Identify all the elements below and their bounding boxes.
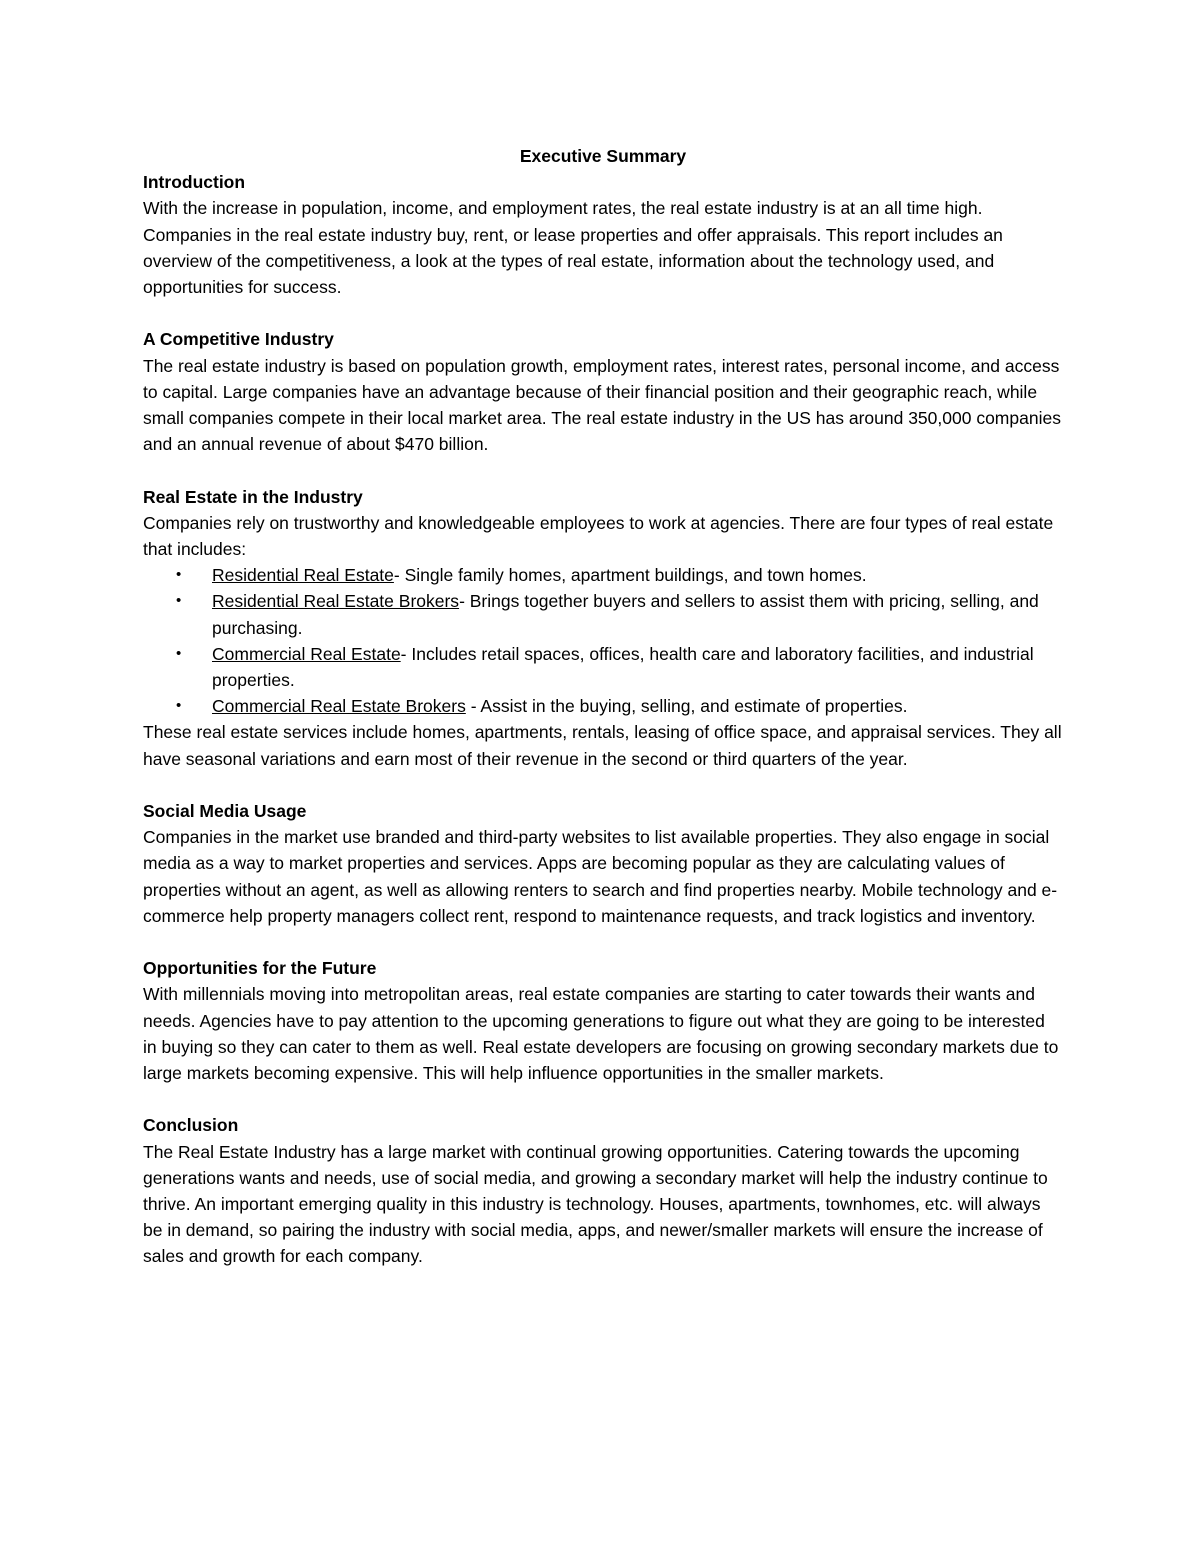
section-introduction: [143, 169, 1063, 300]
list-item-description: - Assist in the buying, selling, and estimate of properties.: [465, 696, 908, 717]
section-social-media-usage: [143, 798, 1063, 929]
section-body: With the increase in population, income, and employment rates, the real estate industry is at an all time high. Companies in the real estate industry buy, rent, or lease properties and offer appraisals. This report includes an overview of the competitiveness, a look at the types of real estate, information about the technology used, and opportunities for success.: [143, 198, 1003, 298]
list-item: [143, 693, 1063, 719]
list-item: [143, 562, 1063, 588]
section-body: The real estate industry is based on population growth, employment rates, interest rates, personal income, and access to capital. Large companies have an advantage because of their financial position and their geographic reach, while small companies compete in their local market area. The real estate industry in the US has around 350,000 companies and an annual revenue of about $470 billion.: [143, 355, 1061, 455]
section-heading: Social Media Usage: [143, 801, 307, 822]
list-item-term: Residential Real Estate Brokers: [212, 591, 460, 612]
section-heading: Introduction: [143, 172, 246, 193]
list-item-term: Commercial Real Estate: [212, 643, 401, 664]
section-competitive-industry: [143, 326, 1063, 457]
section-intro: Companies rely on trustworthy and knowledgeable employees to work at agencies. There are four types of real estate that includes:: [143, 512, 1054, 560]
section-body: With millennials moving into metropolitan areas, real estate companies are starting to cater towards their wants and needs. Agencies have to pay attention to the upcoming generations to figure out what they are going to be interested in buying so they can cater to them as well. Real estate developers are focusing on growing secondary markets due to large markets becoming expensive. This will help influence opportunities in the smaller markets.: [143, 984, 1059, 1084]
section-heading: Real Estate in the Industry: [143, 486, 363, 507]
section-heading: A Competitive Industry: [143, 329, 334, 350]
list-item: [143, 641, 1063, 693]
list-item-description: - Single family homes, apartment buildings, and town homes.: [393, 565, 867, 586]
list-item: [143, 588, 1063, 640]
bullet-icon: •: [176, 644, 182, 662]
list-item-term: Residential Real Estate: [212, 565, 394, 586]
section-real-estate-in-industry: [143, 484, 1063, 772]
bullet-icon: •: [176, 697, 182, 715]
section-opportunities: [143, 955, 1063, 1086]
real-estate-types-list: [143, 562, 1063, 719]
document-page: [143, 143, 1063, 1296]
section-outro: These real estate services include homes, apartments, rentals, leasing of office space, and appraisal services. They all have seasonal variations and earn most of their revenue in the second or third quarters of the year.: [143, 722, 1062, 769]
document-title: Executive Summary: [519, 146, 687, 166]
section-body: The Real Estate Industry has a large market with continual growing opportunities. Catering towards the upcoming generations wants and needs, use of social media, and growing a secondary market will help the industry continue to thrive. An important emerging quality in this industry is technology. Houses, apartments, townhomes, etc. will always be in demand, so pairing the industry with social media, apps, and newer/smaller markets will ensure the increase of sales and growth for each company.: [143, 1141, 1048, 1267]
list-item-term: Commercial Real Estate Brokers: [212, 696, 466, 717]
bullet-icon: •: [176, 566, 182, 584]
section-heading: Opportunities for the Future: [143, 958, 377, 979]
section-conclusion: [143, 1112, 1063, 1269]
list-item-description: - Includes retail spaces, offices, health care and laboratory facilities, and industrial properties.: [212, 643, 1034, 691]
section-body: Companies in the market use branded and third-party websites to list available properties. They also engage in social media as a way to market properties and services. Apps are becoming popular as they are calculating values of properties without an agent, as well as allowing renters to search and find properties nearby. Mobile technology and e-commerce help property managers collect rent, respond to maintenance requests, and track logistics and inventory.: [143, 827, 1058, 926]
list-item-description: - Brings together buyers and sellers to assist them with pricing, selling, and purchasing.: [212, 591, 1039, 638]
section-heading: Conclusion: [143, 1115, 239, 1136]
bullet-icon: •: [176, 592, 182, 610]
